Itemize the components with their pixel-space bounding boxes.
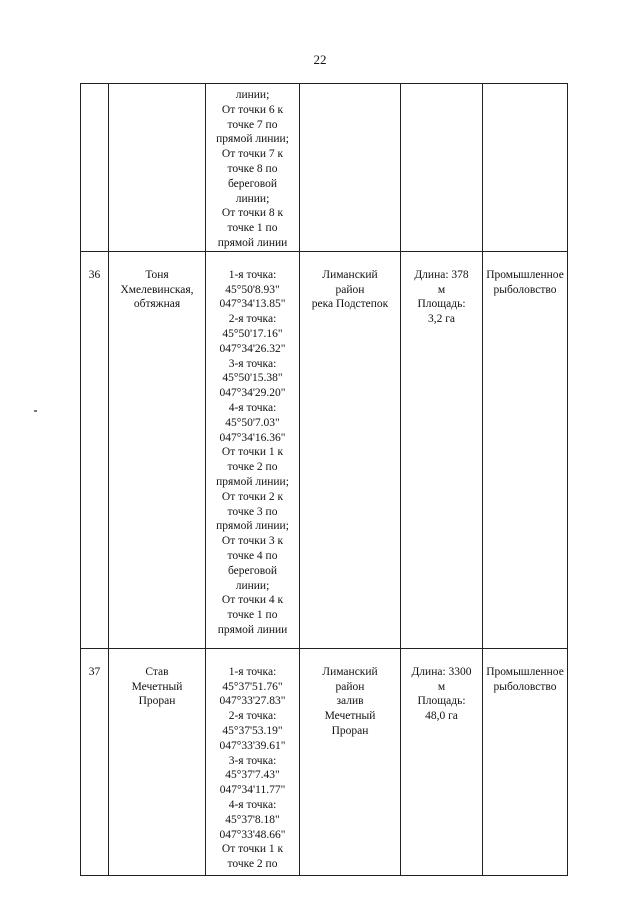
cell-line: линии; bbox=[235, 192, 270, 205]
cell-line: 45°37'8.18" bbox=[225, 813, 280, 826]
cell-line: точке 7 по bbox=[227, 118, 278, 131]
cell-line: 3,2 га bbox=[427, 313, 456, 326]
cell-line: точке 4 по bbox=[227, 549, 278, 562]
cell-line: От точки 7 к bbox=[221, 148, 284, 161]
cell-line: Площадь: bbox=[417, 298, 466, 311]
cell-line: 4-я точка: bbox=[228, 798, 277, 811]
cell-line: 2-я точка: bbox=[228, 710, 277, 723]
location-cell bbox=[300, 84, 401, 252]
cell-line: прямой линии bbox=[217, 236, 288, 249]
cell-line: От точки 6 к bbox=[221, 103, 284, 116]
cell-line: 2-я точка: bbox=[228, 313, 277, 326]
cell-line: 4-я точка: bbox=[228, 401, 277, 414]
cell-line: 047°34'11.77" bbox=[219, 784, 286, 797]
cell-line: точке 2 по bbox=[227, 461, 278, 474]
page-number: 22 bbox=[313, 52, 327, 67]
cell-line: точке 1 по bbox=[227, 609, 278, 622]
coordinates-cell bbox=[206, 251, 300, 648]
cell-line: залив bbox=[336, 695, 364, 708]
cell-line: прямой линии; bbox=[216, 133, 289, 146]
table-row bbox=[81, 251, 568, 648]
cell-line: Промышленное bbox=[486, 268, 564, 281]
cell-line: рыболовство bbox=[493, 680, 557, 693]
location-cell bbox=[300, 648, 401, 875]
cell-line: точке 2 по bbox=[227, 858, 278, 871]
cell-line: прямой линии bbox=[217, 623, 288, 636]
cell-line: 1-я точка: bbox=[228, 665, 277, 678]
table-row bbox=[81, 648, 568, 875]
cell-line: район bbox=[335, 283, 365, 296]
cell-line: 047°34'16.36" bbox=[219, 431, 286, 444]
cell-line: линии; bbox=[235, 89, 270, 101]
cell-line: Хмелевинская, bbox=[120, 283, 194, 296]
cell-line: Длина: 378 bbox=[414, 268, 469, 281]
cell-line: 047°33'27.83" bbox=[219, 695, 286, 708]
cell-line: Длина: 3300 bbox=[411, 665, 472, 678]
cell-line: Проран bbox=[138, 695, 176, 708]
cell-line: Мечетный bbox=[324, 710, 376, 723]
cell-line: Тоня bbox=[145, 268, 169, 281]
cell-line: береговой bbox=[227, 177, 278, 190]
site-name-cell bbox=[109, 84, 206, 252]
purpose-cell bbox=[483, 251, 568, 648]
row-number-cell bbox=[81, 84, 109, 252]
cell-line: От точки 2 к bbox=[221, 490, 284, 503]
purpose-cell bbox=[483, 648, 568, 875]
cell-line: Мечетный bbox=[131, 680, 183, 693]
location-cell bbox=[300, 251, 401, 648]
cell-line: Площадь: bbox=[417, 695, 466, 708]
purpose-cell bbox=[483, 84, 568, 252]
cell-line: м bbox=[437, 680, 446, 693]
cell-line: Промышленное bbox=[486, 665, 564, 678]
table-row bbox=[81, 84, 568, 252]
row-number-cell bbox=[81, 251, 109, 648]
cell-line: 45°50'15.38" bbox=[222, 372, 283, 385]
cell-line: река Подстепок bbox=[311, 298, 389, 311]
cell-line: линии; bbox=[235, 579, 270, 592]
cell-line: точке 1 по bbox=[227, 222, 278, 235]
cell-line: 45°37'53.19" bbox=[222, 724, 283, 737]
cell-line: точке 8 по bbox=[227, 162, 278, 175]
cell-line: район bbox=[335, 680, 365, 693]
cell-line: 45°50'7.03" bbox=[225, 416, 280, 429]
cell-line: От точки 3 к bbox=[221, 535, 284, 548]
cell-line: 37 bbox=[88, 665, 101, 678]
cell-line: 1-я точка: bbox=[228, 268, 277, 281]
cell-line: береговой bbox=[227, 564, 278, 577]
cell-line: Лиманский bbox=[322, 268, 378, 281]
cell-line: 45°37'7.43" bbox=[225, 769, 280, 782]
cell-line: обтяжная bbox=[133, 298, 181, 311]
cell-line: рыболовство bbox=[493, 283, 557, 296]
cell-line: Став bbox=[145, 665, 169, 678]
cell-line: Лиманский bbox=[322, 665, 378, 678]
size-cell bbox=[401, 251, 483, 648]
cell-line: 047°34'13.85" bbox=[219, 298, 286, 311]
cell-line: 48,0 га bbox=[425, 710, 458, 723]
cell-line: 047°34'29.20" bbox=[219, 387, 286, 400]
size-cell bbox=[401, 648, 483, 875]
cell-line: 3-я точка: bbox=[228, 357, 277, 370]
cell-line: 45°37'51.76" bbox=[222, 680, 283, 693]
cell-line: От точки 1 к bbox=[221, 446, 284, 459]
cell-line: 45°50'8.93" bbox=[225, 283, 280, 296]
site-name-cell bbox=[109, 251, 206, 648]
cell-line: От точки 1 к bbox=[221, 843, 284, 856]
fishing-sites-table bbox=[80, 83, 568, 876]
cell-line: м bbox=[437, 283, 446, 296]
cell-line: 047°33'48.66" bbox=[219, 828, 286, 841]
coordinates-cell bbox=[206, 648, 300, 875]
cell-line: 3-я точка: bbox=[228, 754, 277, 767]
site-name-cell bbox=[109, 648, 206, 875]
cell-line: От точки 8 к bbox=[221, 207, 284, 220]
cell-line: 36 bbox=[88, 268, 101, 281]
cell-line: От точки 4 к bbox=[221, 594, 284, 607]
cell-line: прямой линии; bbox=[216, 520, 289, 533]
coordinates-cell bbox=[206, 84, 300, 252]
cell-line: 047°33'39.61" bbox=[219, 739, 286, 752]
cell-line: точке 3 по bbox=[227, 505, 278, 518]
cell-line: Проран bbox=[331, 724, 369, 737]
row-number-cell bbox=[81, 648, 109, 875]
cell-line: 45°50'17.16" bbox=[222, 327, 283, 340]
scan-artifact bbox=[34, 410, 37, 412]
cell-line: 047°34'26.32" bbox=[219, 342, 286, 355]
cell-line: прямой линии; bbox=[216, 475, 289, 488]
size-cell bbox=[401, 84, 483, 252]
